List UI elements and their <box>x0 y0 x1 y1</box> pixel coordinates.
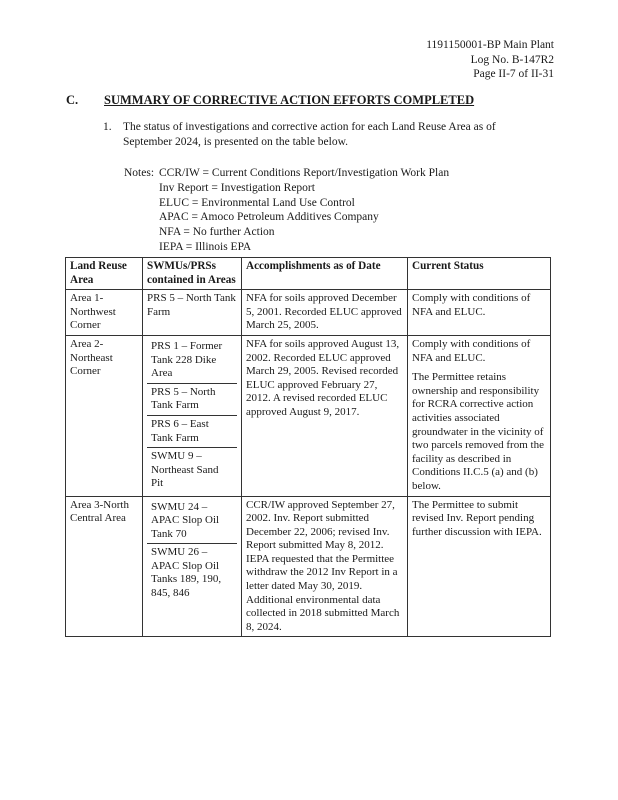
accomplishments-cell: NFA for soils approved December 5, 2001. Recorded ELUC approved March 25, 2005. <box>242 290 408 336</box>
table-header-row <box>66 258 551 290</box>
facility-id: 1191150001-BP Main Plant <box>426 39 554 51</box>
swmu-entry: PRS 1 – Former Tank 228 Dike Area <box>147 338 237 384</box>
note-line: IEPA = Illinois EPA <box>159 240 252 253</box>
table-row <box>66 335 551 496</box>
swmu-entry: SWMU 26 – APAC Slop Oil Tanks 189, 190, 845, 846 <box>151 546 222 600</box>
status-paragraph: The Permittee retains ownership and responsibility for RCRA corrective action activities associated groundwater in the vicinity of two parcels removed from the facility as described in Conditions II.C.5 (a) and (b) below. <box>412 371 544 492</box>
status-cell <box>408 335 551 496</box>
status-cell: Comply with conditions of NFA and ELUC. <box>408 290 551 336</box>
notes-label: Notes: <box>124 167 155 179</box>
header-accomplishments: Accomplishments as of Date <box>242 258 408 290</box>
status-cell: The Permittee to submit revised Inv. Report pending further discussion with IEPA. <box>408 496 551 637</box>
header-status: Current Status <box>408 258 551 290</box>
swmu-cell <box>143 496 242 637</box>
note-line: NFA = No further Action <box>159 226 275 239</box>
area-cell: Area 2-Northeast Corner <box>66 335 143 496</box>
section-heading: SUMMARY OF CORRECTIVE ACTION EFFORTS COMPLETED <box>104 93 475 107</box>
notes <box>124 166 449 255</box>
swmu-entry: PRS 5 – North Tank Farm <box>147 384 237 416</box>
accomplishments-cell: CCR/IW approved September 27, 2002. Inv. Report submitted December 22, 2006; revised Inv. Report submitted May 8, 2012. IEPA requested that the Permittee withdraw the 2012 Inv Report in a letter dated May 30, 2019. Additional environmental data collected in 2018 submitted March 8, 2024. <box>242 496 408 637</box>
swmu-cell <box>143 335 242 496</box>
area-cell: Area 1-Northwest Corner <box>66 290 143 336</box>
table-row <box>66 290 551 336</box>
header-swmu: SWMUs/PRSs contained in Areas <box>143 258 242 290</box>
note-line: ELUC = Environmental Land Use Control <box>159 196 355 209</box>
page-number: Page II-7 of II-31 <box>473 68 554 80</box>
log-number: Log No. B-147R2 <box>470 53 554 66</box>
swmu-entry: SWMU 9 – Northeast Sand Pit <box>151 450 219 490</box>
section-title <box>66 93 474 108</box>
note-line: CCR/IW = Current Conditions Report/Investigation Work Plan <box>159 167 450 179</box>
note-line: APAC = Amoco Petroleum Additives Company <box>159 211 379 224</box>
item-1 <box>103 120 533 150</box>
item-number: 1. <box>103 121 112 133</box>
note-line: Inv Report = Investigation Report <box>159 181 315 194</box>
accomplishments-cell: NFA for soils approved August 13, 2002. Recorded ELUC approved March 29, 2005. Revised recorded ELUC approved February 27, 2012. A revised recorded ELUC approved August 9, 2017. <box>242 335 408 496</box>
item-text: The status of investigations and corrective action for each Land Reuse Area as of September 2024, is presented on the table below. <box>123 121 496 148</box>
document-header <box>426 38 554 82</box>
section-letter: C. <box>66 93 79 107</box>
swmu-entry: SWMU 24 – APAC Slop Oil Tank 70 <box>147 499 237 545</box>
swmu-entry: PRS 6 – East Tank Farm <box>147 416 237 448</box>
area-cell: Area 3-North Central Area <box>66 496 143 637</box>
header-area: Land Reuse Area <box>66 258 143 290</box>
swmu-cell: PRS 5 – North Tank Farm <box>143 290 242 336</box>
table-row <box>66 496 551 637</box>
status-paragraph: Comply with conditions of NFA and ELUC. <box>412 337 531 364</box>
corrective-action-table <box>65 257 551 637</box>
